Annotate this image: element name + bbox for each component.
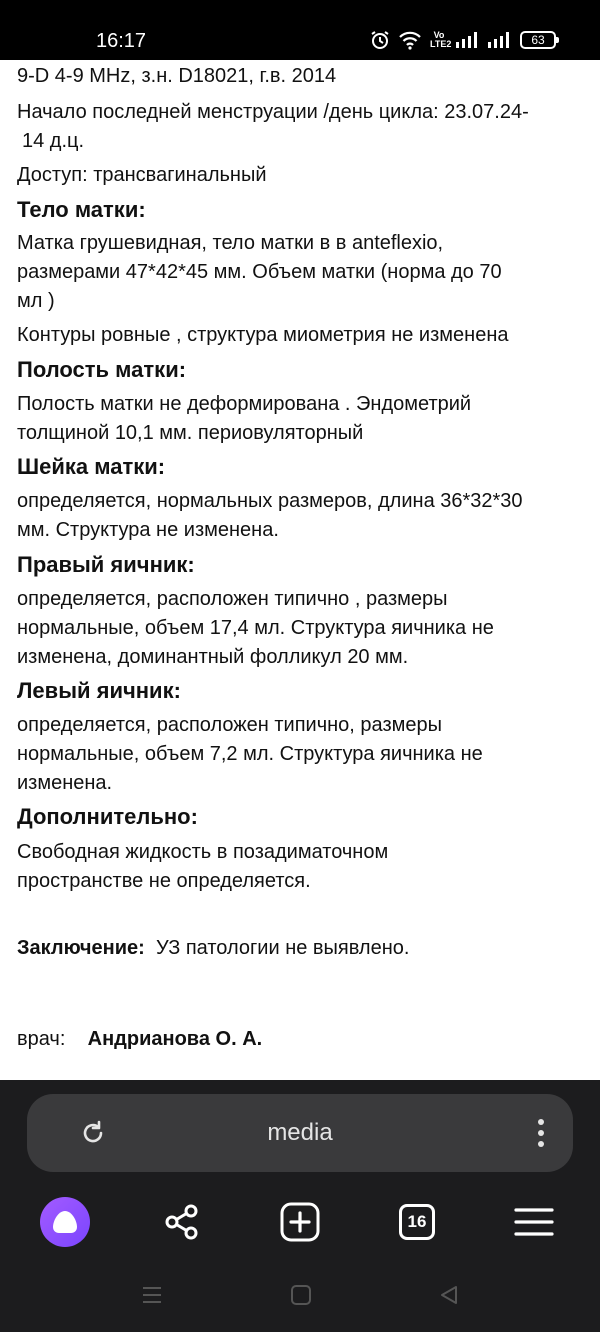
- volte-bottom: LTE2: [430, 39, 452, 49]
- tab-count: 16: [399, 1204, 435, 1240]
- left-ovary-heading: Левый яичник:: [17, 678, 181, 703]
- back-icon[interactable]: [438, 1284, 460, 1311]
- cavity-text: Полость матки не деформирована . Эндометрий: [17, 393, 472, 415]
- conclusion-text: УЗ патологии не выявлено.: [155, 937, 410, 959]
- lmp-line: Начало последней менструации /день цикла: 23.07.24-: [17, 101, 529, 123]
- uterus-text: размерами 47*42*45 мм. Объем матки (норма до 70: [17, 261, 502, 283]
- doctor-label: врач:: [17, 1028, 66, 1050]
- hamburger-icon: [514, 1207, 554, 1237]
- new-tab-button[interactable]: [274, 1196, 326, 1248]
- cavity-text: толщиной 10,1 мм. периовуляторный: [17, 422, 364, 444]
- alice-icon: [50, 1209, 80, 1235]
- additional-heading: Дополнительно:: [17, 804, 198, 829]
- address-text[interactable]: media: [267, 1119, 333, 1146]
- cervix-text: определяется, нормальных размеров, длина 36*32*30: [17, 490, 523, 512]
- alarm-icon: [370, 30, 390, 50]
- wifi-icon: [398, 30, 422, 50]
- conclusion: [17, 934, 586, 963]
- right-ovary-heading: Правый яичник:: [17, 552, 195, 577]
- volte-icon: [430, 30, 452, 49]
- tabs-button[interactable]: [391, 1196, 443, 1248]
- status-icons: [370, 28, 556, 52]
- alice-assistant-button[interactable]: [40, 1197, 90, 1247]
- uterus-heading: Тело матки:: [17, 197, 146, 222]
- contours-text: Контуры ровные , структура миометрия не изменена: [17, 324, 509, 346]
- additional-text: пространстве не определяется.: [17, 870, 311, 892]
- doctor-name: Андрианова О. А.: [87, 1028, 263, 1050]
- system-nav-bar: [0, 1276, 600, 1332]
- browser-toolbar: [0, 1196, 600, 1252]
- home-icon[interactable]: [290, 1284, 312, 1311]
- share-button[interactable]: [156, 1196, 208, 1248]
- document-view[interactable]: [0, 60, 600, 1080]
- more-vertical-icon[interactable]: [537, 1118, 545, 1153]
- menu-button[interactable]: [508, 1196, 560, 1248]
- cervix-heading: Шейка матки:: [17, 454, 166, 479]
- left-ovary-text: нормальные, объем 7,2 мл. Структура яичника не: [17, 743, 483, 765]
- plus-square-icon: [280, 1202, 320, 1242]
- signal-icon: [488, 32, 512, 48]
- right-ovary-text: определяется, расположен типично , размеры: [17, 588, 448, 610]
- battery-level: 63: [531, 33, 545, 47]
- device-line: 9-D 4-9 MHz, з.н. D18021, г.в. 2014: [17, 65, 337, 87]
- share-icon: [163, 1203, 201, 1241]
- additional-text: Свободная жидкость в позадиматочном: [17, 841, 389, 863]
- cavity-heading: Полость матки:: [17, 357, 187, 382]
- doctor-signature: [17, 1025, 586, 1054]
- left-ovary-text: изменена.: [17, 772, 113, 794]
- battery-icon: [520, 31, 556, 49]
- conclusion-label: Заключение:: [17, 937, 145, 959]
- volte-top: Vo: [433, 30, 445, 40]
- access-line: Доступ: трансвагинальный: [17, 164, 267, 186]
- recent-apps-icon[interactable]: [141, 1284, 163, 1311]
- status-time: 16:17: [96, 30, 147, 52]
- status-bar: [0, 0, 600, 60]
- right-ovary-text: нормальные, объем 17,4 мл. Структура яичника не: [17, 617, 494, 639]
- signal-icon: [456, 32, 480, 48]
- uterus-text: мл ): [17, 290, 55, 312]
- left-ovary-text: определяется, расположен типично, размеры: [17, 714, 442, 736]
- cervix-text: мм. Структура не изменена.: [17, 519, 279, 541]
- address-bar[interactable]: [27, 1094, 573, 1172]
- browser-panel: [0, 1080, 600, 1332]
- uterus-text: Матка грушевидная, тело матки в в anteflexio,: [17, 232, 444, 254]
- right-ovary-text: изменена, доминантный фолликул 20 мм.: [17, 646, 409, 668]
- lmp-line-cont: 14 д.ц.: [22, 130, 85, 152]
